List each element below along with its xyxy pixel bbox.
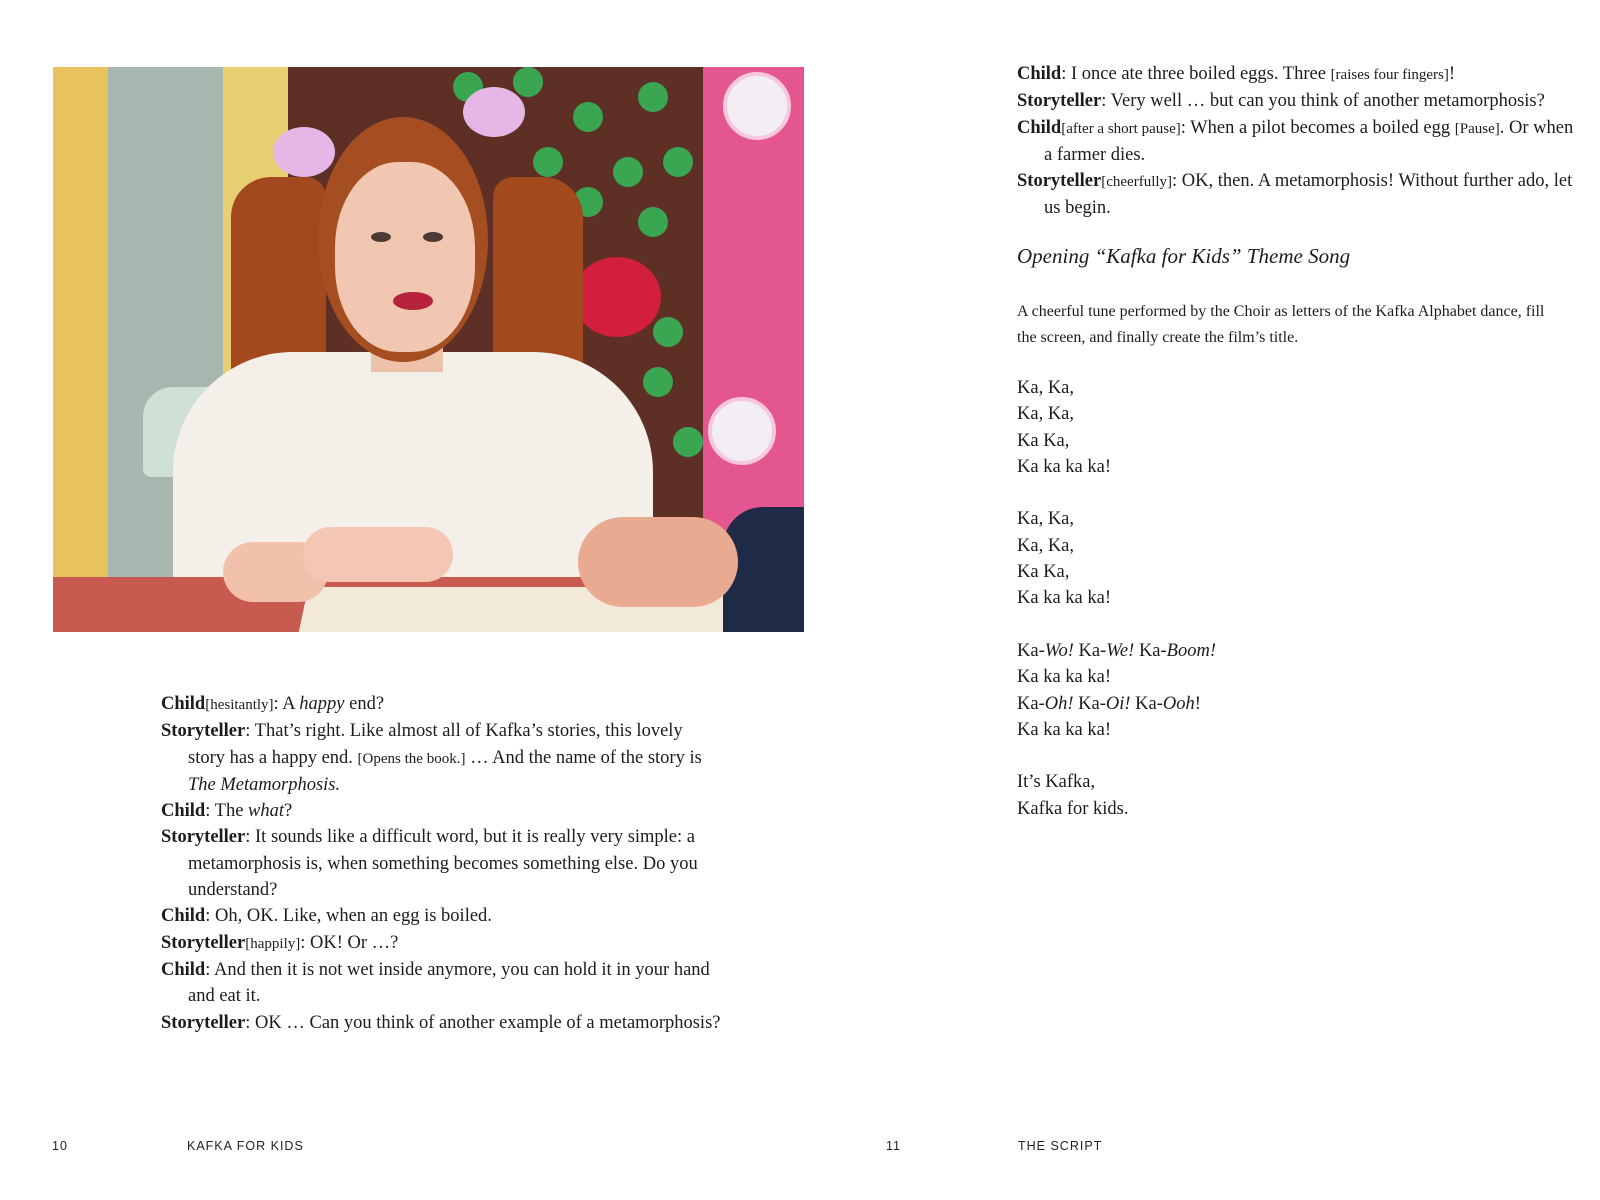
emphasis-text: The Metamorphosis. bbox=[188, 774, 341, 795]
line-text: Ka ka ka ka! bbox=[1017, 719, 1111, 740]
line-text: Ka- bbox=[1073, 693, 1106, 714]
dialog-line bbox=[1017, 115, 1577, 169]
line-text: Ka- bbox=[1130, 693, 1163, 714]
line-text: : OK, then. A metamorphosis! Without further ado, let us begin. bbox=[1044, 171, 1573, 219]
speaker-name: Child bbox=[1017, 64, 1062, 84]
line-text: Ka, Ka, bbox=[1017, 509, 1075, 530]
dialog-line bbox=[161, 957, 721, 1010]
speaker-name: Storyteller bbox=[161, 1012, 246, 1033]
lyrics-stanza bbox=[1017, 769, 1216, 822]
stage-direction: [after a short pause] bbox=[1061, 120, 1181, 137]
dialog-line bbox=[161, 1010, 721, 1036]
line-text: : OK! Or …? bbox=[300, 932, 399, 953]
dialog-line bbox=[161, 691, 721, 718]
dialog-line bbox=[1017, 61, 1577, 88]
line-text: ? bbox=[284, 801, 293, 822]
line-text: ! bbox=[1448, 64, 1456, 84]
dialog-line bbox=[161, 798, 721, 824]
lyrics-line bbox=[1017, 664, 1216, 690]
dialog-line bbox=[161, 824, 721, 903]
lyrics-line bbox=[1017, 428, 1216, 454]
right-page bbox=[800, 0, 1600, 1200]
lyrics-line bbox=[1017, 796, 1216, 822]
running-head: THE SCRIPT bbox=[1018, 1139, 1103, 1153]
line-text: : The bbox=[205, 801, 249, 822]
line-text: Ka ka ka ka! bbox=[1017, 456, 1111, 477]
page-number: 10 bbox=[52, 1139, 68, 1153]
line-text: Ka- bbox=[1134, 640, 1167, 661]
line-text: Ka ka ka ka! bbox=[1017, 588, 1111, 609]
emphasis-text: Boom! bbox=[1166, 640, 1216, 661]
emphasis-text: what bbox=[248, 801, 285, 822]
line-text: end? bbox=[344, 694, 385, 714]
lyrics bbox=[1017, 375, 1216, 848]
line-text: Ka- bbox=[1017, 640, 1045, 661]
line-text: : Very well … but can you think of another metamorphosis? bbox=[1101, 91, 1545, 112]
line-text: Ka ka ka ka! bbox=[1017, 667, 1111, 688]
speaker-name: Storyteller bbox=[161, 721, 246, 742]
line-text: : I once ate three boiled eggs. Three bbox=[1061, 64, 1331, 84]
page-number: 11 bbox=[886, 1139, 901, 1153]
line-text: Kafka for kids. bbox=[1017, 798, 1129, 819]
line-text: Ka- bbox=[1017, 693, 1045, 714]
line-text: … And the name of the story is bbox=[465, 747, 702, 768]
lyrics-line bbox=[1017, 638, 1216, 664]
stage-direction: [Pause] bbox=[1454, 120, 1500, 137]
line-text: Ka, Ka, bbox=[1017, 535, 1075, 556]
song-title: Opening “Kafka for Kids” Theme Song bbox=[1017, 244, 1351, 268]
speaker-name: Child bbox=[161, 959, 206, 980]
speaker-name: Child bbox=[161, 906, 206, 927]
stage-direction: [hesitantly] bbox=[205, 697, 274, 713]
speaker-name: Storyteller bbox=[1017, 91, 1102, 112]
line-text: Ka, Ka, bbox=[1017, 378, 1075, 398]
lyrics-stanza bbox=[1017, 506, 1216, 611]
dialog-line bbox=[161, 903, 721, 929]
line-text: : That’s right. Like almost all of Kafka’s stories, this lovely story has a happy end. bbox=[188, 721, 683, 768]
lyrics-line bbox=[1017, 375, 1216, 401]
emphasis-text: Oi! bbox=[1105, 693, 1131, 714]
line-text: Ka Ka, bbox=[1017, 562, 1070, 583]
stage-direction: [cheerfully] bbox=[1101, 174, 1173, 191]
line-text: : And then it is not wet inside anymore, you can hold it in your hand and eat it. bbox=[188, 959, 710, 1007]
lyrics-stanza bbox=[1017, 375, 1216, 480]
speaker-name: Child bbox=[161, 801, 206, 822]
lyrics-line bbox=[1017, 533, 1216, 559]
speaker-name: Storyteller bbox=[1017, 171, 1102, 192]
emphasis-text: happy bbox=[299, 694, 345, 714]
emphasis-text: Ooh bbox=[1162, 693, 1195, 714]
lyrics-line bbox=[1017, 769, 1216, 795]
dialog-line bbox=[161, 718, 721, 798]
line-text: ! bbox=[1194, 693, 1201, 714]
line-text: : When a pilot becomes a boiled egg bbox=[1180, 117, 1455, 138]
speaker-name: Storyteller bbox=[161, 932, 246, 953]
stage-direction: [Opens the book.] bbox=[357, 750, 466, 767]
line-text: Ka, Ka, bbox=[1017, 404, 1075, 425]
line-text: : A bbox=[273, 694, 300, 714]
lyrics-line bbox=[1017, 585, 1216, 611]
lyrics-line bbox=[1017, 559, 1216, 585]
dialog-left bbox=[161, 691, 721, 1036]
lyrics-line bbox=[1017, 454, 1216, 480]
emphasis-text: Oh! bbox=[1044, 693, 1074, 714]
speaker-name: Storyteller bbox=[161, 827, 246, 848]
film-still-photo bbox=[53, 67, 804, 632]
lyrics-stanza bbox=[1017, 638, 1216, 743]
line-text: : It sounds like a difficult word, but it is really very simple: a metamorphosis is, when something becomes something else. Do you understand? bbox=[188, 827, 698, 901]
line-text: Ka- bbox=[1073, 640, 1107, 661]
song-description: A cheerful tune performed by the Choir as letters of the Kafka Alphabet dance, fill the screen, and finally create the film’s title. bbox=[1017, 303, 1545, 346]
speaker-name: Child bbox=[161, 694, 206, 714]
lyrics-line bbox=[1017, 717, 1216, 743]
emphasis-text: We! bbox=[1106, 640, 1135, 661]
running-head: KAFKA FOR KIDS bbox=[187, 1139, 304, 1153]
line-text: It’s Kafka, bbox=[1017, 772, 1096, 793]
line-text: Ka Ka, bbox=[1017, 430, 1070, 451]
lyrics-line bbox=[1017, 691, 1216, 717]
dialog-line bbox=[1017, 168, 1577, 222]
dialog-line bbox=[161, 930, 721, 957]
line-text: : Oh, OK. Like, when an egg is boiled. bbox=[205, 906, 492, 927]
lyrics-line bbox=[1017, 506, 1216, 532]
line-text: . Or when a farmer dies. bbox=[1044, 117, 1574, 165]
line-text: : OK … Can you think of another example of a metamorphosis? bbox=[245, 1012, 721, 1033]
dialog-line bbox=[1017, 88, 1577, 114]
lyrics-line bbox=[1017, 401, 1216, 427]
speaker-name: Child bbox=[1017, 117, 1062, 138]
emphasis-text: Wo! bbox=[1044, 640, 1074, 661]
stage-direction: [happily] bbox=[245, 935, 301, 952]
stage-direction: [raises four fingers] bbox=[1330, 67, 1449, 83]
dialog-right bbox=[1017, 61, 1577, 222]
